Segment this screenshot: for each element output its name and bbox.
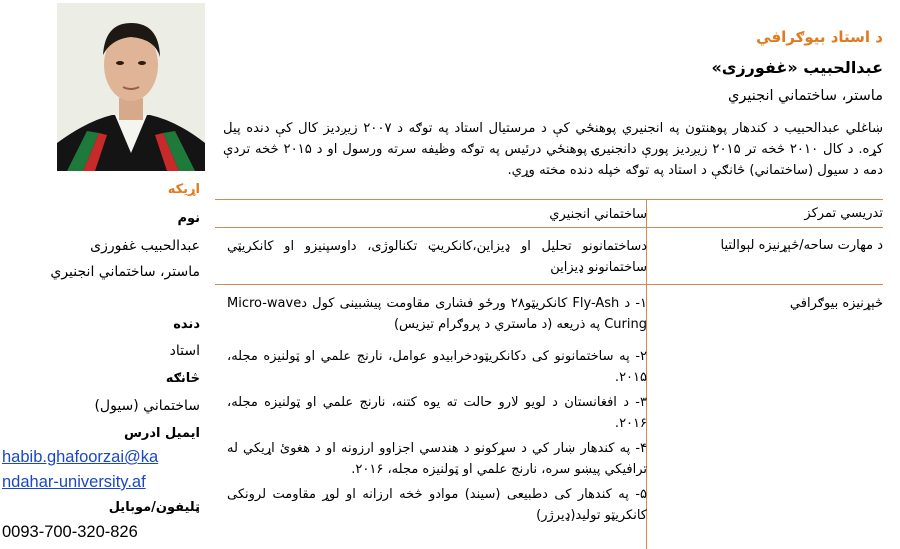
email-link-line1[interactable]: habib.ghafoorzai@ka <box>2 448 159 466</box>
table-row-divider <box>215 284 883 285</box>
degree-value: ماستر، ساختماني انجنيري <box>50 264 200 280</box>
teacher-degree: ماستر، ساختماني انجنيري <box>728 88 883 104</box>
expertise-value: دساختمانونو تحليل او ډيزاين،کانکريټ تکنالوژی، داوسپنيزو او کانکريټي ساختمانونو ډيزاين <box>227 239 647 275</box>
intro-paragraph: ښاغلي عبدالحبيب د کندهار پوهنتون په انجنيري پوهنځي کې د مرستيال استاد په توګه د ۲۰۰۷ زیږدیز کال کې دنده پيل کړه. د کال ۲۰۱۰ څخه تر ۲۰۱۵ زيږديز پورې دانجنيرۍ پوهنځي درئيس په توګه وظيفه سرته ورسول او د ۲۰۱۵ څخه تردې دمه د سيول (ساختماني) څانګې د استاد په توګه خپله دنده مخته وړي. <box>223 121 884 178</box>
research-item-3: ۳- د افغانستان د لويو لارو حالت ته يوه کتنه، نارنج علمي او ټولنيزه مجله، ۲۰۱۶. <box>227 395 647 431</box>
teaching-focus-label: تدريسي تمرکز <box>804 206 883 221</box>
contact-heading: اړيکه <box>167 182 200 197</box>
position-label: دنده <box>173 317 200 332</box>
teacher-name: عبدالحبيب «غفورزی» <box>711 58 883 77</box>
table-top-border <box>215 199 883 200</box>
research-item-4: ۴- په کندهار ښار کي د سړکونو د هندسي اجزاوو ارزونه او د هغوئ اړيکي له ترافيکي پيښو سره، نارنج علمي او ټولنيزه مجله، ۲۰۱۶. <box>227 441 647 477</box>
phone-label: ټليفون/موبايل <box>108 500 200 515</box>
research-bio-label: څېړنيزه بيوګرافي <box>789 296 883 311</box>
biography-section <box>212 0 895 549</box>
position-value: استاد <box>169 343 200 359</box>
email-link-line2[interactable]: ndahar-university.af <box>2 473 146 491</box>
name-value: عبدالحبيب غفورزی <box>90 238 200 254</box>
portrait-image <box>57 3 205 171</box>
department-value: ساختماني (سيول) <box>94 398 200 414</box>
bio-title: د استاد بيوګرافي <box>756 28 883 46</box>
name-label: نوم <box>177 211 200 226</box>
department-label: څانګه <box>165 371 200 386</box>
research-item-2: ۲- په ساختمانونو کی دکانکريټودخرابيدو عوامل، نارنج علمي او ټولنيزه مجله، ۲۰۱۵. <box>227 349 647 385</box>
phone-value: 0093-700-320-826 <box>2 523 138 541</box>
expertise-label: د مهارت ساحه/څېړنيزه لېوالتيا <box>720 238 883 253</box>
email-label: ايميل ادرس <box>123 426 200 441</box>
research-item-1: ۱- د Fly-Ash کانکريټو۲۸ ورځو فشاری مقاومت پيشبينی کول دMicro-wave Curing په ذريعه (د ماستري د پروګرام تيزيس) <box>227 296 648 332</box>
table-row-divider <box>215 227 883 228</box>
research-item-5: ۵- په کندهار کی دطبيعی (سيند) موادو څخه ارزانه او لوړ مقاومت لرونکی کانکريټو توليد(ډيرژر) <box>227 487 647 523</box>
profile-photo <box>57 3 205 171</box>
teaching-focus-value: ساختماني انجنيري <box>549 207 647 222</box>
